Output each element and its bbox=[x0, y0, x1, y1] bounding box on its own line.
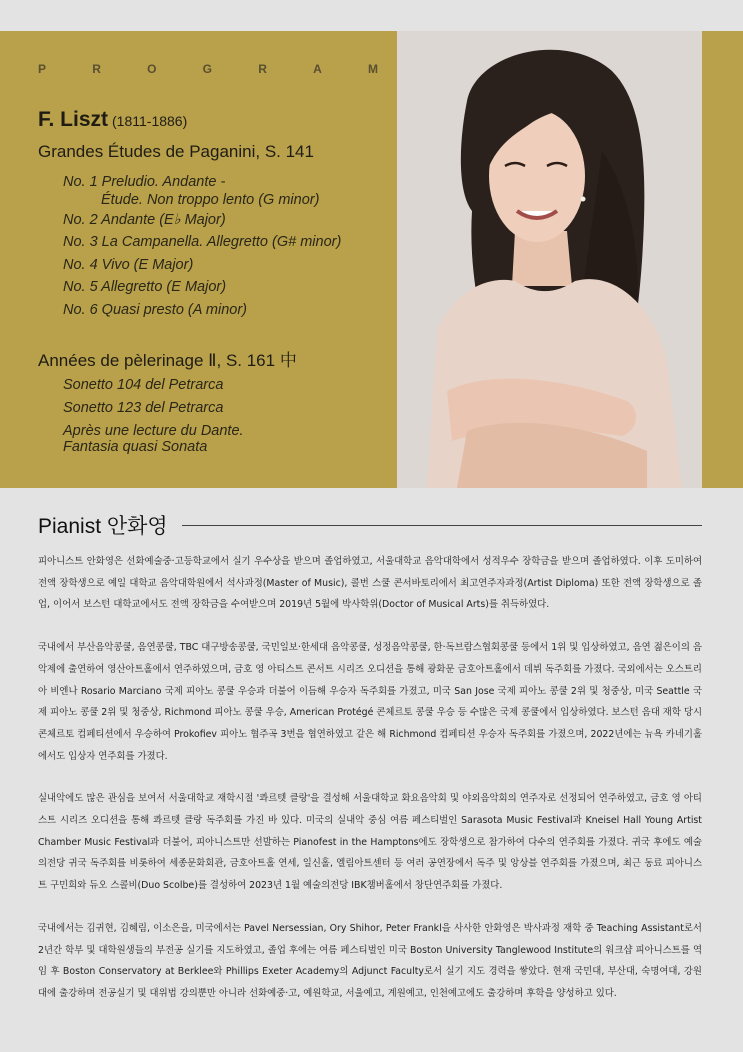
heading-rule bbox=[182, 525, 702, 526]
program-letter: G bbox=[202, 62, 212, 76]
piece-item: Sonetto 123 del Petrarca bbox=[63, 399, 224, 416]
piece-item: Fantasia quasi Sonata bbox=[63, 439, 208, 455]
bio-paragraph: 피아니스트 안화영은 선화예술중·고등학교에서 실기 우수상을 받으며 졸업하였고, 서울대학교 음악대학에서 성적우수 장학금을 받으며 졸업하였다. 이후 도미하여 전액 장학생으로 예일 대학교 음악대학원에서 석사과정(Master of Music), 콜번 스쿨 콘서바토리에서 최고연주자과정(Artist Diploma) 또한 전액 장학생으로 졸업, 이어서 보스턴 대학교에서도 전액 장학금을 수여받으며 2019년 5월에 박사학위(Doctor of Musical Arts)를 취득하였다. bbox=[38, 556, 702, 611]
program-letter: R bbox=[92, 62, 101, 76]
pianist-title: Pianist 안화영 bbox=[38, 515, 168, 538]
program-letter: O bbox=[147, 62, 157, 76]
piece-item: No. 5 Allegretto (E Major) bbox=[63, 279, 227, 295]
bio-paragraph: 국내에서 부산음악콩쿨, 음연콩쿨, TBC 대구방송콩쿨, 국민일보·한세대 음악콩쿨, 성정음악콩쿨, 한·독브람스협회콩쿨 등에서 1위 및 입상하였고, 음연 젊은이의 음악제에 출연하여 영산아트홀에서 연주하였으며, 금호 영 아티스트 콘서트 시리즈 오디션을 통해 광화문 금호아트홀에서 데뷔 독주회를 가졌다. 국외에서는 오스트리아 비엔나 Rosario Marciano 국제 피아노 콩쿨 우승과 더불어 이듬해 우승자 독주회를 가졌고, 미국 San Jose 국제 피아노 콩쿨 2위 및 청중상, 미국 Seattle 국제 피아노 콩쿨 2위 및 청중상, Richmond 피아노 콩쿨 우승, American Protégé 콘체르토 콩쿨 우승 등 수많은 국제 콩쿨에서 입상하였다. 보스턴 음대 재학 당시 콘체르토 컴페티션에서 우승하여 Prokofiev 피아노 협주곡 3번을 협연하였고 같은 해 Richmond 컴페티션 우승자 독주회를 가졌으며, 2022년에는 뉴욕 카네기홀에서도 입상자 연주회를 가졌다. bbox=[38, 642, 702, 762]
composer-years: (1811-1886) bbox=[112, 113, 188, 129]
pianist-biography bbox=[38, 551, 702, 1026]
piece-item: No. 2 Andante (E♭ Major) bbox=[63, 211, 226, 228]
bio-paragraph: 국내에서는 김귀현, 김혜림, 이소은을, 미국에서는 Pavel Nersessian, Ory Shihor, Peter Frankl을 사사한 안화영은 박사과정 재학 중 Teaching Assistant로서 2년간 학부 및 대학원생들의 부전공 실기를 지도하였고, 졸업 후에는 여름 페스티벌인 미국 Boston University Tanglewood Institute의 워크샵 피아니스트를 역임 후 Boston Conservatory at Berklee와 Phillips Exeter Academy의 Adjunct Faculty로서 실기 지도 경력을 쌓았다. 현재 국민대, 부산대, 숙명여대, 강원대에 출강하며 전공실기 및 대위법 강의뿐만 아니라 선화예중·고, 예원학교, 서울예고, 계원예고, 인천예고에도 출강하며 후학을 양성하고 있다. bbox=[38, 922, 702, 999]
piece-item: Sonetto 104 del Petrarca bbox=[63, 377, 224, 393]
composer-heading bbox=[38, 108, 187, 132]
pianist-portrait-photo bbox=[397, 31, 702, 488]
work-title-annees: Années de pèlerinage Ⅱ, S. 161 中 bbox=[38, 351, 297, 370]
piece-item: Après une lecture du Dante. bbox=[63, 423, 244, 439]
piece-item: Étude. Non troppo lento (G minor) bbox=[101, 191, 320, 208]
work-title-paganini: Grandes Études de Paganini, S. 141 bbox=[38, 142, 314, 161]
piece-item: No. 6 Quasi presto (A minor) bbox=[63, 301, 247, 318]
paganini-pieces-list bbox=[63, 171, 341, 321]
bio-paragraph: 실내악에도 많은 관심을 보여서 서울대학교 재학시절 '콰르텟 클랑'을 결성해 서울대학교 화요음악회 및 야외음악회의 연주자로 선정되어 연주하였고, 금호 영 아티스트 시리즈 오디션을 통해 콰르텟 클랑 독주회를 가진 바 있다. 미국의 실내악 중심 여름 페스티벌인 Sarasota Music Festival과 Kneisel Hall Young Artist Chamber Music Festival과 더불어, 피아니스트만 선발하는 Pianofest in the Hamptons에도 장학생으로 참가하여 다수의 연주회를 가졌다. 귀국 후에도 예술의전당 귀국 독주회를 비롯하여 세종문화회관, 금호아트홀 연세, 일신홀, 엘림아트센터 등 여러 공연장에서 독주 및 앙상블 연주회를 가졌으며, 최근 동료 피아니스트 구민희와 듀오 스콜비(Duo Scolbe)를 결성하여 2023년 1월 예술의전당 IBK챔버홀에서 창단연주회를 가졌다. bbox=[38, 793, 702, 892]
program-letter: P bbox=[38, 62, 47, 76]
composer-name: F. Liszt bbox=[38, 108, 109, 131]
program-letter: M bbox=[367, 62, 378, 76]
pianist-heading bbox=[38, 509, 702, 541]
piece-item: No. 4 Vivo (E Major) bbox=[63, 256, 194, 273]
program-letter: R bbox=[258, 62, 267, 76]
annees-pieces-list bbox=[63, 374, 244, 455]
piece-item: No. 1 Preludio. Andante - bbox=[63, 174, 226, 190]
program-letter: A bbox=[313, 62, 322, 76]
piece-item: No. 3 La Campanella. Allegretto (G# minor) bbox=[63, 234, 342, 250]
program-label bbox=[38, 62, 378, 76]
top-strip bbox=[0, 0, 743, 31]
